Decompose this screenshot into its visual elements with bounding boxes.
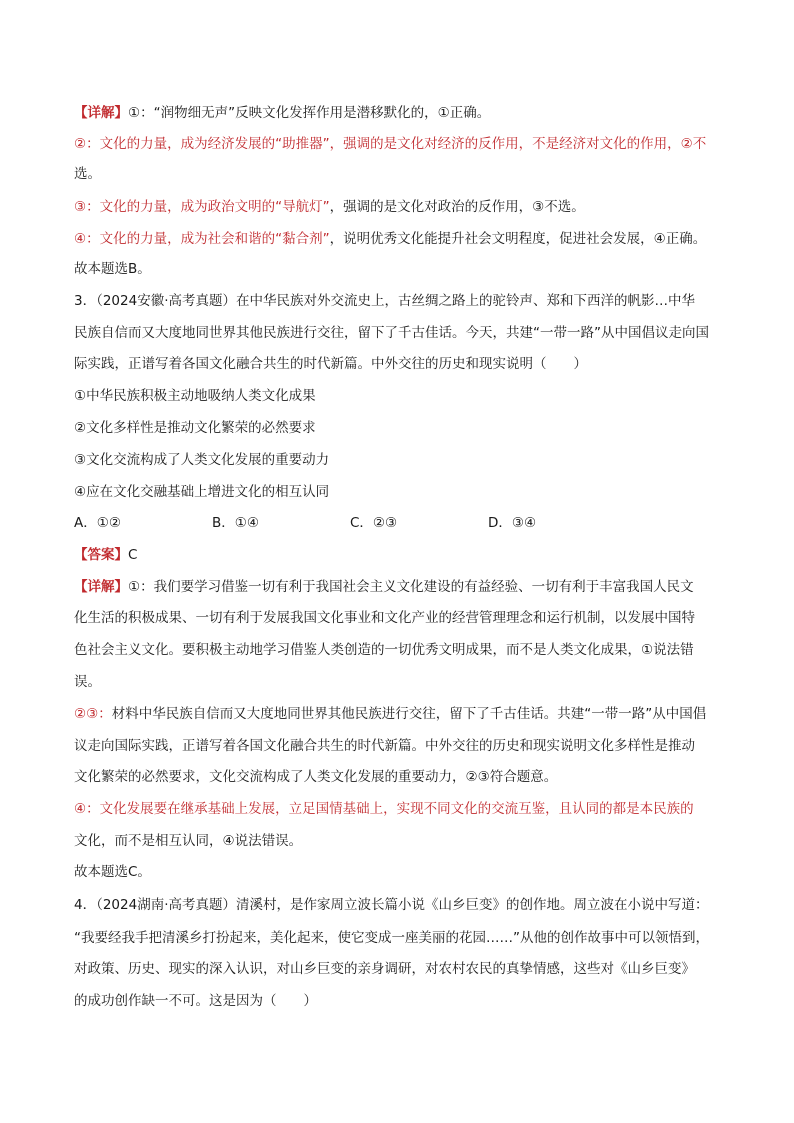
q3-statement-2: ②文化多样性是推动文化繁荣的必然要求 (74, 420, 316, 436)
analysis-4 (74, 229, 734, 249)
q3-detail-2-line-2: 议走向国际实践，正谱写着各国文化融合共生的时代新篇。中外交往的历史和现实说明文化多样性是推动 (74, 738, 695, 754)
answer-label: 【答案】 (74, 547, 128, 563)
q3-statement-3: ③文化交流构成了人类文化发展的重要动力 (74, 452, 330, 468)
q3-conclusion: 故本题选C。 (74, 864, 151, 880)
q3-detail-1-line-3: 色社会主义文化。要积极主动地学习借鉴人类创造的一切优秀文明成果，而不是人类文化成果，①说法错 (74, 642, 694, 658)
q3-detail-1-line-2: 化生活的积极成果、一切有利于发展我国文化事业和文化产业的经营管理理念和运行机制，以发展中国特 (74, 610, 695, 626)
q3-stem-line-1: 3．（2024安徽·高考真题）在中华民族对外交流史上，古丝绸之路上的驼铃声、郑和下西洋的帆影…中华 (74, 293, 695, 309)
analysis-3-rest: ，强调的是文化对政治的反作用，③不选。 (329, 199, 585, 215)
q3-detail-3-line-2: 文化，而不是相互认同，④说法错误。 (74, 833, 303, 849)
q3-answer (74, 545, 734, 565)
analysis-2-line-1: ②：文化的力量，成为经济发展的“助推器”，强调的是文化对经济的反作用，不是经济对文化的作用，②不 (74, 136, 707, 152)
analysis-2-line-2: 选。 (74, 166, 101, 182)
q3-option-a: A．①② (74, 515, 121, 531)
q4-stem-line-4: 的成功创作缺一不可。这是因为（ ） (74, 993, 317, 1009)
q3-detail-2-line-1 (74, 704, 734, 724)
q4-stem-line-3: 对政策、历史、现实的深入认识，对山乡巨变的亲身调研，对农村农民的真挚情感，这些对《山乡巨变》 (74, 961, 695, 977)
analysis-4-red: ④：文化的力量，成为社会和谐的“黏合剂” (74, 231, 330, 247)
detail-line-1 (74, 103, 734, 123)
q3-option-d: D．③④ (488, 515, 537, 531)
q3-statement-4: ④应在文化交融基础上增进文化的相互认同 (74, 484, 330, 500)
q3-stem-line-2: 民族自信而又大度地同世界其他民族进行交往，留下了千古佳话。今天，共建“一带一路”从中国倡议走向国 (74, 325, 709, 341)
analysis-4-rest: ，说明优秀文化能提升社会文明程度，促进社会发展，④正确。 (329, 231, 707, 247)
detail-label: 【详解】 (74, 105, 128, 121)
conclusion-1: 故本题选B。 (74, 261, 151, 277)
q3-detail-2-text: 材料中华民族自信而又大度地同世界其他民族进行交往，留下了千古佳话。共建“一带一路”从中国倡 (111, 706, 707, 722)
analysis-3 (74, 197, 734, 217)
analysis-3-red: ③：文化的力量，成为政治文明的“导航灯” (74, 199, 330, 215)
q3-detail-1-line-1 (74, 577, 734, 597)
q4-stem-line-2: “我要经我手把清溪乡打扮起来，美化起来，使它变成一座美丽的花园……”从他的创作故事中可以领悟到， (74, 930, 709, 946)
detail-text: ①：“润物细无声”反映文化发挥作用是潜移默化的，①正确。 (128, 105, 491, 121)
q3-stem-line-3: 际实践，正谱写着各国文化融合共生的时代新篇。中外交往的历史和现实说明（ ） (74, 356, 587, 372)
q3-options (74, 513, 734, 533)
q3-statement-1: ①中华民族积极主动地吸纳人类文化成果 (74, 388, 316, 404)
detail-text: ①：我们要学习借鉴一切有利于我国社会主义文化建设的有益经验、一切有利于丰富我国人民文 (128, 579, 694, 595)
q3-detail-1-line-4: 误。 (74, 674, 101, 690)
q3-detail-2-line-3: 文化繁荣的必然要求，文化交流构成了人类文化发展的重要动力，②③符合题意。 (74, 769, 558, 785)
q3-detail-3-line-1: ④：文化发展要在继承基础上发展，立足国情基础上，实现不同文化的交流互鉴，且认同的都是本民族的 (74, 801, 694, 817)
detail-label: 【详解】 (74, 579, 128, 595)
q4-stem-line-1: 4．（2024湖南·高考真题）清溪村，是作家周立波长篇小说《山乡巨变》的创作地。周立波在小说中写道： (74, 897, 709, 913)
q3-detail-2-marker: ②③： (74, 706, 112, 722)
q3-option-c: C．②③ (350, 515, 398, 531)
q3-option-b: B．①④ (212, 515, 259, 531)
answer-value: C (128, 547, 138, 563)
